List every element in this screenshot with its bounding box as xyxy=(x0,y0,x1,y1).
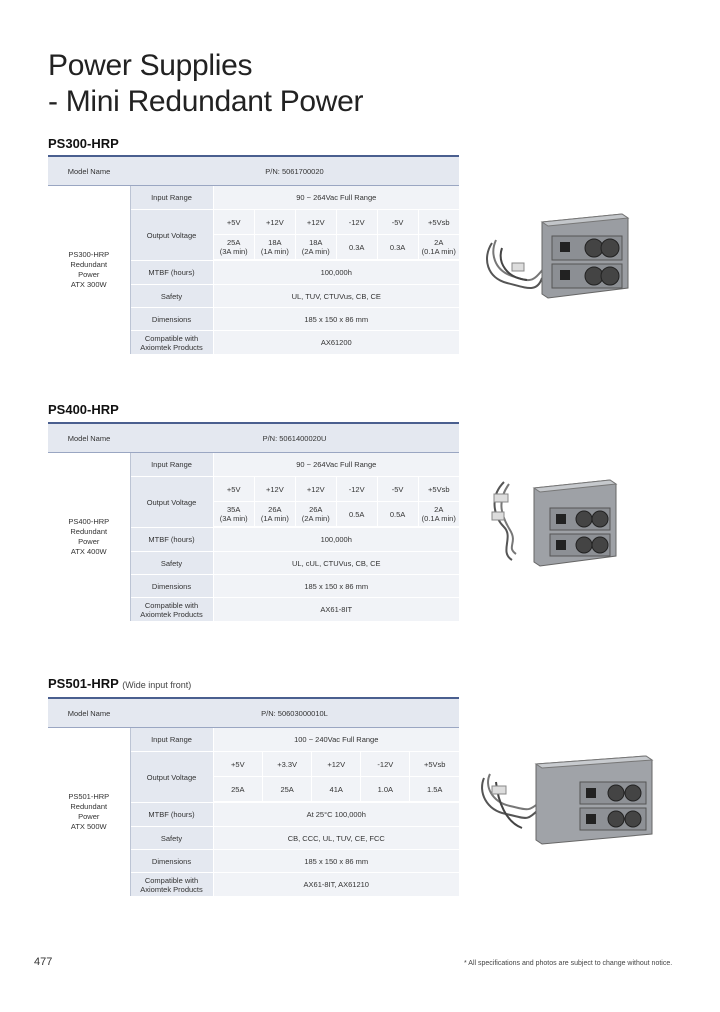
model-description xyxy=(48,186,130,355)
safety-value: UL, cUL, CTUVus, CB, CE xyxy=(213,552,459,575)
safety-value: CB, CCC, UL, TUV, CE, FCC xyxy=(213,827,459,850)
output-voltage-label: Output Voltage xyxy=(130,477,213,528)
rail-current-min: (1A min) xyxy=(260,514,289,523)
safety-label: Safety xyxy=(130,285,213,308)
rail-current-value: 35A xyxy=(227,505,241,514)
page-title-line-2: - Mini Redundant Power xyxy=(48,85,364,118)
rail-voltage: -5V xyxy=(377,477,418,502)
compatible-label xyxy=(130,873,213,897)
compatible-label xyxy=(130,598,213,622)
model-description xyxy=(48,453,130,622)
rail-current xyxy=(418,502,459,527)
section-note: (Wide input front) xyxy=(122,680,192,690)
rail-current: 25A xyxy=(263,777,312,802)
compatible-label-line: Axiomtek Products xyxy=(140,342,203,352)
part-number: P/N: 50603000010L xyxy=(130,698,459,728)
rail-current-value: 0.5A xyxy=(348,509,365,519)
rail-current xyxy=(295,235,336,260)
rail-current xyxy=(295,502,336,527)
rail-voltage: -12V xyxy=(336,477,377,502)
model-line: ATX 400W xyxy=(70,547,107,556)
compatible-label-line: Compatible with xyxy=(144,333,199,343)
model-line: PS300-HRP xyxy=(68,250,110,259)
rail-voltage: -5V xyxy=(377,210,418,235)
rail-current-value: 2A xyxy=(434,238,444,247)
model-line: ATX 500W xyxy=(70,822,107,831)
rail-current-min: (2A min) xyxy=(301,514,330,523)
compatible-value: AX61-8IT, AX61210 xyxy=(213,873,459,897)
rail-current xyxy=(418,235,459,260)
rail-voltage: +5Vsb xyxy=(418,210,459,235)
rail-voltage: +3.3V xyxy=(263,752,312,777)
rail-current xyxy=(254,235,295,260)
rail-current xyxy=(336,502,377,527)
output-voltage-grid xyxy=(214,210,460,260)
rail-voltage: +12V xyxy=(295,477,336,502)
input-range-label: Input Range xyxy=(130,453,213,477)
model-line: Redundant xyxy=(70,527,108,536)
mtbf-label: MTBF (hours) xyxy=(130,261,213,285)
dimensions-label: Dimensions xyxy=(130,308,213,331)
mtbf-value: 100,000h xyxy=(213,528,459,552)
part-number: P/N: 5061700020 xyxy=(130,156,459,186)
rail-current: 41A xyxy=(312,777,361,802)
mtbf-value: At 25°C 100,000h xyxy=(213,803,459,827)
ps300-product-photo xyxy=(482,208,632,308)
dimensions-label: Dimensions xyxy=(130,575,213,598)
rail-voltage: -12V xyxy=(336,210,377,235)
safety-value: UL, TUV, CTUVus, CB, CE xyxy=(213,285,459,308)
rail-current xyxy=(336,235,377,260)
model-line: PS501-HRP xyxy=(68,792,110,801)
mtbf-label: MTBF (hours) xyxy=(130,528,213,552)
rail-current: 1.0A xyxy=(361,777,410,802)
dimensions-value: 185 x 150 x 86 mm xyxy=(213,850,459,873)
output-voltage-cell xyxy=(213,210,459,261)
rail-current-value: 0.3A xyxy=(389,242,406,252)
rail-current-value: 26A xyxy=(309,505,323,514)
input-range-label: Input Range xyxy=(130,186,213,210)
ps400-product-photo xyxy=(484,472,634,572)
output-voltage-grid xyxy=(214,752,460,802)
model-line: Power xyxy=(78,270,100,279)
model-name-label: Model Name xyxy=(48,423,130,453)
ps501-product-photo xyxy=(476,752,656,848)
rail-current xyxy=(377,502,418,527)
rail-current xyxy=(214,502,255,527)
compatible-label xyxy=(130,331,213,355)
mtbf-value: 100,000h xyxy=(213,261,459,285)
output-voltage-cell xyxy=(213,477,459,528)
rail-voltage: +12V xyxy=(254,477,295,502)
section-heading-ps400 xyxy=(48,402,119,417)
rail-current-value: 18A xyxy=(309,238,323,247)
footnote: * All specifications and photos are subject to change without notice. xyxy=(464,960,673,967)
compatible-label-line: Axiomtek Products xyxy=(140,884,203,894)
section-title: PS501-HRP xyxy=(48,676,119,691)
rail-current-min: (3A min) xyxy=(219,514,248,523)
rail-voltage: +5Vsb xyxy=(418,477,459,502)
mtbf-label: MTBF (hours) xyxy=(130,803,213,827)
rail-current-value: 26A xyxy=(268,505,282,514)
model-line: Power xyxy=(78,812,100,821)
rail-current-value: 0.3A xyxy=(348,242,365,252)
model-line: Redundant xyxy=(70,260,108,269)
rail-current-min: (2A min) xyxy=(301,247,330,256)
page-title-line-1: Power Supplies xyxy=(48,49,253,82)
model-line: PS400-HRP xyxy=(68,517,110,526)
rail-current-min: (0.1A min) xyxy=(421,247,456,256)
compatible-label-line: Axiomtek Products xyxy=(140,609,203,619)
model-description xyxy=(48,728,130,897)
output-voltage-label: Output Voltage xyxy=(130,210,213,261)
rail-current xyxy=(377,235,418,260)
input-range-value: 100 ~ 240Vac Full Range xyxy=(213,728,459,752)
dimensions-value: 185 x 150 x 86 mm xyxy=(213,308,459,331)
rail-voltage: +5V xyxy=(214,477,255,502)
rail-voltage: -12V xyxy=(361,752,410,777)
page-title xyxy=(48,48,363,120)
input-range-value: 90 ~ 264Vac Full Range xyxy=(213,453,459,477)
safety-label: Safety xyxy=(130,827,213,850)
rail-current-value: 2A xyxy=(434,505,444,514)
model-line: ATX 300W xyxy=(70,280,107,289)
compatible-label-line: Compatible with xyxy=(144,875,199,885)
model-line: Redundant xyxy=(70,802,108,811)
compatible-value: AX61-8IT xyxy=(213,598,459,622)
input-range-value: 90 ~ 264Vac Full Range xyxy=(213,186,459,210)
rail-current: 1.5A xyxy=(410,777,459,802)
dimensions-label: Dimensions xyxy=(130,850,213,873)
compatible-value: AX61200 xyxy=(213,331,459,355)
rail-current-min: (1A min) xyxy=(260,247,289,256)
rail-current-value: 0.5A xyxy=(389,509,406,519)
rail-voltage: +5V xyxy=(214,210,255,235)
rail-voltage: +12V xyxy=(312,752,361,777)
part-number: P/N: 5061400020U xyxy=(130,423,459,453)
page-number: 477 xyxy=(34,956,53,968)
rail-voltage: +12V xyxy=(295,210,336,235)
model-name-label: Model Name xyxy=(48,156,130,186)
rail-current: 25A xyxy=(214,777,263,802)
rail-current xyxy=(214,235,255,260)
rail-current-min: (3A min) xyxy=(219,247,248,256)
safety-label: Safety xyxy=(130,552,213,575)
output-voltage-grid xyxy=(214,477,460,527)
rail-voltage: +5Vsb xyxy=(410,752,459,777)
spec-table-ps300 xyxy=(48,155,459,355)
spec-table-ps400 xyxy=(48,422,459,622)
rail-current-value: 18A xyxy=(268,238,282,247)
input-range-label: Input Range xyxy=(130,728,213,752)
rail-current xyxy=(254,502,295,527)
rail-voltage: +12V xyxy=(254,210,295,235)
section-title: PS400-HRP xyxy=(48,402,119,417)
dimensions-value: 185 x 150 x 86 mm xyxy=(213,575,459,598)
model-line: Power xyxy=(78,537,100,546)
section-heading-ps501 xyxy=(48,676,191,691)
rail-current-min: (0.1A min) xyxy=(421,514,456,523)
model-name-label: Model Name xyxy=(48,698,130,728)
output-voltage-cell xyxy=(213,752,459,803)
section-title: PS300-HRP xyxy=(48,136,119,151)
rail-voltage: +5V xyxy=(214,752,263,777)
output-voltage-label: Output Voltage xyxy=(130,752,213,803)
spec-table-ps501 xyxy=(48,697,459,897)
section-heading-ps300 xyxy=(48,136,119,151)
rail-current-value: 25A xyxy=(227,238,241,247)
compatible-label-line: Compatible with xyxy=(144,600,199,610)
